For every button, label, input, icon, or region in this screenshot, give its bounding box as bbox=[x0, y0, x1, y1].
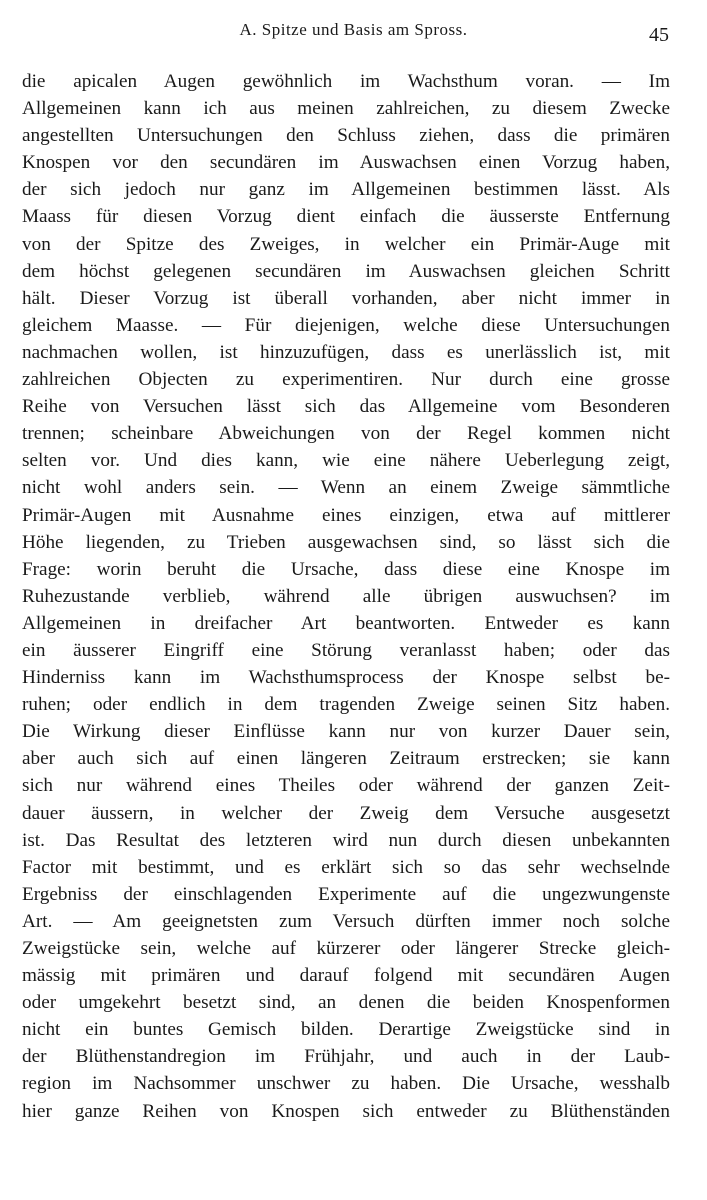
text-line: hier ganze Reihen von Knospen sich entweder zu Blüthenständen bbox=[22, 1100, 670, 1122]
text-line: der sich jedoch nur ganz im Allgemeinen bestimmen lässt. Als bbox=[22, 179, 670, 201]
text-line: region im Nachsommer unschwer zu haben. Die Ursache, wesshalb bbox=[22, 1073, 670, 1095]
text-line: Höhe liegenden, zu Trieben ausgewachsen sind, so lässt sich die bbox=[22, 531, 670, 553]
text-line: Ruhezustande verblieb, während alle übrigen auswuchsen? im bbox=[22, 585, 670, 607]
text-line: Zweigstücke sein, welche auf kürzerer oder längerer Strecke gleich- bbox=[22, 938, 670, 959]
running-title: A. Spitze und Basis am Spross. bbox=[239, 20, 468, 39]
text-line: Ergebniss der einschlagenden Experimente auf die ungezwungenste bbox=[22, 883, 670, 905]
text-line: Allgemeinen in dreifacher Art beantworten. Entweder es kann bbox=[22, 612, 670, 634]
text-line: Hinderniss kann im Wachsthumsprocess der Knospe selbst be- bbox=[22, 667, 670, 689]
text-line: ein äusserer Eingriff eine Störung veranlasst haben; oder das bbox=[22, 639, 670, 661]
page-number: 45 bbox=[649, 24, 669, 46]
running-head bbox=[0, 18, 707, 52]
text-line: hält. Dieser Vorzug ist überall vorhanden, aber nicht immer in bbox=[22, 287, 670, 309]
text-line: Maass für diesen Vorzug dient einfach die äusserste Entfernung bbox=[22, 206, 670, 228]
text-line: der Blüthenstandregion im Frühjahr, und auch in der Laub- bbox=[22, 1046, 670, 1068]
text-line: Factor mit bestimmt, und es erklärt sich so das sehr wechselnde bbox=[22, 856, 670, 878]
text-line: nicht ein buntes Gemisch bilden. Derartige Zweigstücke sind in bbox=[22, 1019, 670, 1041]
body-text bbox=[22, 68, 670, 1125]
text-line: ruhen; oder endlich in dem tragenden Zweige seinen Sitz haben. bbox=[22, 694, 670, 716]
text-line: gleichem Maasse. — Für diejenigen, welche diese Untersuchungen bbox=[22, 314, 670, 336]
text-line: trennen; scheinbare Abweichungen von der Regel kommen nicht bbox=[22, 423, 670, 445]
text-line: nachmachen wollen, ist hinzuzufügen, dass es unerlässlich ist, mit bbox=[22, 341, 670, 363]
text-line: von der Spitze des Zweiges, in welcher ein Primär-Auge mit bbox=[22, 233, 670, 255]
text-line: Art. — Am geeignetsten zum Versuch dürften immer noch solche bbox=[22, 910, 670, 932]
text-line: Knospen vor den secundären im Auswachsen einen Vorzug haben, bbox=[22, 152, 670, 174]
text-line: sich nur während eines Theiles oder während der ganzen Zeit- bbox=[22, 775, 670, 797]
text-line: ist. Das Resultat des letzteren wird nun durch diesen unbekannten bbox=[22, 829, 670, 851]
text-line: nicht wohl anders sein. — Wenn an einem Zweige sämmtliche bbox=[22, 477, 670, 499]
text-line: Allgemeinen kann ich aus meinen zahlreichen, zu diesem Zwecke bbox=[22, 98, 670, 120]
text-line: Reihe von Versuchen lässt sich das Allgemeine vom Besonderen bbox=[22, 396, 670, 418]
text-line: selten vor. Und dies kann, wie eine nähere Ueberlegung zeigt, bbox=[22, 450, 670, 472]
text-line: angestellten Untersuchungen den Schluss ziehen, dass die primären bbox=[22, 125, 670, 147]
text-line: mässig mit primären und darauf folgend mit secundären Augen bbox=[22, 965, 670, 987]
text-line: Primär-Augen mit Ausnahme eines einzigen, etwa auf mittlerer bbox=[22, 504, 670, 526]
text-line: Die Wirkung dieser Einflüsse kann nur von kurzer Dauer sein, bbox=[22, 721, 670, 743]
text-line: oder umgekehrt besetzt sind, an denen die beiden Knospenformen bbox=[22, 992, 670, 1014]
text-line: aber auch sich auf einen längeren Zeitraum erstrecken; sie kann bbox=[22, 748, 670, 770]
text-line: die apicalen Augen gewöhnlich im Wachsthum voran. — Im bbox=[22, 71, 670, 92]
text-line: dem höchst gelegenen secundären im Auswachsen gleichen Schritt bbox=[22, 260, 670, 282]
text-line: dauer äussern, in welcher der Zweig dem Versuche ausgesetzt bbox=[22, 802, 670, 824]
text-line: zahlreichen Objecten zu experimentiren. Nur durch eine grosse bbox=[22, 369, 670, 391]
text-line: Frage: worin beruht die Ursache, dass diese eine Knospe im bbox=[22, 558, 670, 580]
